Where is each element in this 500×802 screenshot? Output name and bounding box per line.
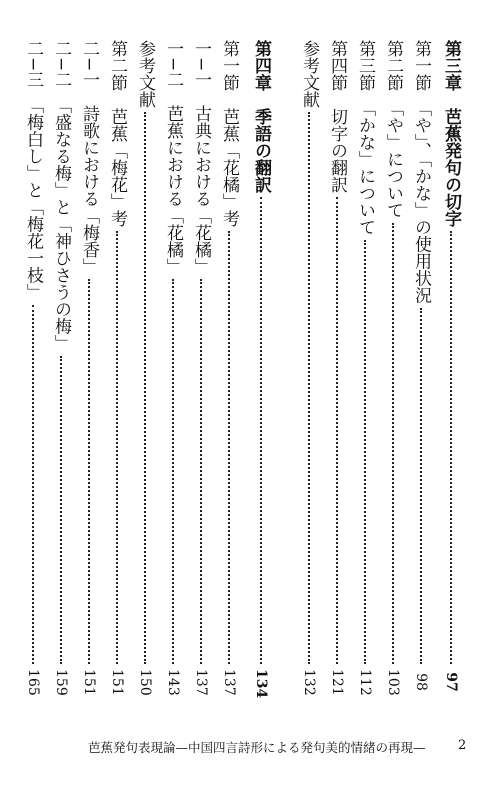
dot-leader [392,223,394,665]
toc-entry-chapter-3 [438,40,464,690]
toc-entry-section-3-4 [324,40,350,696]
toc-entry-page: 165 [25,669,41,696]
dot-leader [116,231,118,664]
toc-entry-subsection-1-1 [188,40,214,696]
toc-entry-label: 二−三 「梅白し」と「梅花一枝」 [23,40,43,301]
dot-leader [88,279,90,664]
dot-leader [450,231,452,664]
toc-entry-label: 参考文献 [135,40,155,108]
toc-entry-page: 143 [165,669,181,696]
book-title: 芭蕉発句表現論—中国四言詩形による発句美的情緒の再現— [88,740,426,755]
toc-entry-label: 参考文献 [299,40,319,108]
toc-entry-section-3-1 [408,40,434,690]
dot-leader [32,305,34,664]
toc-entry-subsection-2-2 [48,40,74,696]
toc-entry-subsection-1-2 [160,40,186,696]
dot-leader [228,231,230,664]
toc-entry-page: 98 [413,673,429,691]
toc-entry-label: 一−二 芭蕉における「花橘」 [163,40,183,276]
toc-entry-section-3-3 [352,40,378,696]
dot-leader [200,279,202,664]
dot-leader [260,197,262,664]
toc-entry-page: 132 [301,669,317,696]
toc-entry-page: 137 [221,669,237,696]
toc-entry-page: 159 [53,669,69,696]
toc-entry-section-4-1 [216,40,242,696]
toc-entry-page: 134 [253,669,269,699]
dot-leader [144,112,146,664]
toc-entry-references-4-1 [132,40,158,696]
toc-entry-label: 第一節 「や」、「かな」の使用状況 [411,40,431,304]
toc-entry-label: 一−一 古典における「花橘」 [191,40,211,276]
toc-entry-page: 121 [329,669,345,696]
toc-entry-label: 第四節 切字の翻訳 [327,40,347,193]
dot-leader [172,279,174,664]
toc-entry-page: 137 [193,669,209,696]
toc-entry-label: 第二節 「や」について [383,40,403,219]
toc-entry-label: 二−二 「盛なる梅」と「神ひさうの梅」 [51,40,71,352]
dot-leader [60,356,62,664]
toc-entry-page: 97 [443,672,459,692]
toc-entry-page: 150 [137,669,153,696]
toc-entry-subsection-2-1 [76,40,102,696]
toc-entry-section-3-2 [380,40,406,696]
toc-entry-label: 第三章 芭蕉発句の切字 [441,40,461,227]
toc-entry-subsection-2-3 [20,40,46,696]
toc-entry-page: 151 [109,669,125,696]
toc-entry-label: 第二節 芭蕉「梅花」考 [107,40,127,227]
toc-entry-page: 112 [357,669,373,696]
dot-leader [336,197,338,664]
page-number: 2 [458,738,467,753]
toc-entry-page: 103 [385,669,401,696]
dot-leader [364,240,366,665]
toc-entry-page: 151 [81,669,97,696]
toc-entry-section-4-2 [104,40,130,696]
dot-leader [308,112,310,664]
toc-entry-label: 第四章 季語の翻訳 [251,40,271,193]
toc-entry-label: 第一節 芭蕉「花橘」考 [219,40,239,227]
dot-leader [420,308,422,665]
toc-entry-label: 第三節 「かな」について [355,40,375,236]
toc-entry-references-3 [296,40,322,696]
toc-entry-chapter-4 [248,40,274,699]
toc-entry-label: 二−一 詩歌における「梅香」 [79,40,99,276]
